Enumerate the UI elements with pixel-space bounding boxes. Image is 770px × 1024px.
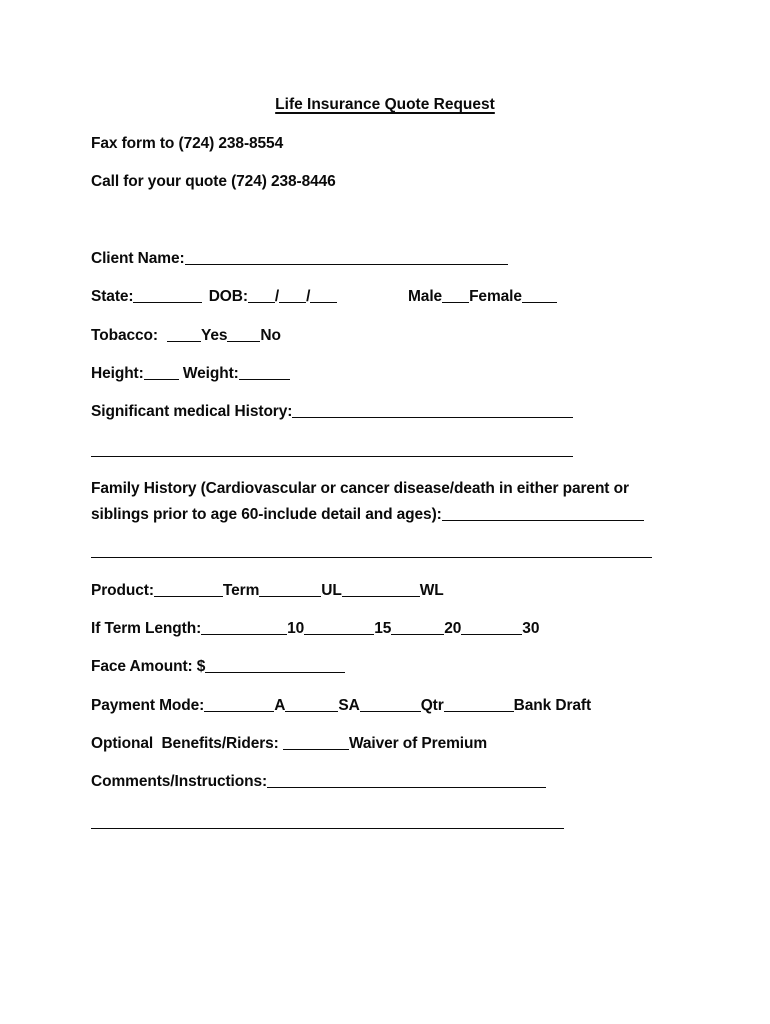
optional-benefits-label: Optional Benefits/Riders: [91, 735, 283, 752]
comments-row [91, 772, 546, 792]
product-label: Product: [91, 582, 154, 599]
payment-qtr-label: Qtr [420, 697, 444, 714]
female-label: Female [469, 288, 522, 305]
payment-sa-field[interactable] [285, 697, 338, 712]
term-30-field[interactable] [461, 620, 522, 635]
state-field[interactable] [133, 288, 202, 303]
comments-label: Comments/Instructions: [91, 773, 268, 790]
gender-row [408, 287, 557, 307]
payment-mode-row [91, 696, 591, 716]
comments-field[interactable] [267, 773, 546, 788]
tobacco-no-label: No [260, 327, 281, 344]
client-name-field[interactable] [185, 250, 508, 265]
term-10-field[interactable] [201, 620, 287, 635]
payment-a-label: A [274, 697, 286, 714]
optional-benefits-row [91, 734, 487, 754]
fax-line: Fax form to (724) 238-8554 [91, 135, 284, 152]
waiver-label: Waiver of Premium [348, 735, 488, 752]
product-term-label: Term [222, 582, 260, 599]
client-name-label: Client Name: [91, 250, 185, 267]
product-ul-label: UL [321, 582, 342, 599]
form-title: Life Insurance Quote Request [275, 96, 495, 113]
family-history-row [91, 505, 644, 525]
weight-label: Weight: [182, 365, 239, 382]
medical-history-extra-line[interactable] [91, 456, 573, 457]
payment-sa-label: SA [338, 697, 360, 714]
term-length-label: If Term Length: [91, 620, 202, 637]
face-amount-label: Face Amount: $ [91, 658, 206, 675]
product-ul-field[interactable] [259, 582, 321, 597]
term-15-field[interactable] [304, 620, 374, 635]
dob-separator-2: / [306, 288, 311, 305]
dob-day-field[interactable] [279, 288, 306, 303]
face-amount-field[interactable] [205, 658, 345, 673]
medical-history-row [91, 402, 573, 422]
dob-separator-1: / [274, 288, 280, 305]
call-line: Call for your quote (724) 238-8446 [91, 173, 336, 190]
product-row [91, 581, 444, 601]
tobacco-row [91, 326, 281, 346]
client-name-row [91, 249, 508, 269]
face-amount-row [91, 657, 345, 677]
product-wl-label: WL [419, 582, 444, 599]
product-term-field[interactable] [154, 582, 223, 597]
payment-bank-draft-label: Bank Draft [513, 697, 592, 714]
medical-history-label: Significant medical History: [91, 403, 293, 420]
medical-history-field[interactable] [292, 403, 573, 418]
payment-qtr-field[interactable] [360, 697, 421, 712]
dob-year-field[interactable] [310, 288, 337, 303]
dob-label: DOB: [208, 288, 248, 305]
comments-extra-line[interactable] [91, 828, 564, 829]
male-field[interactable] [442, 288, 469, 303]
term-20-label: 20 [444, 620, 462, 637]
term-20-field[interactable] [391, 620, 444, 635]
weight-field[interactable] [239, 365, 290, 380]
product-wl-field[interactable] [342, 582, 420, 597]
tobacco-yes-label: Yes [200, 327, 228, 344]
family-history-line-1: Family History (Cardiovascular or cancer disease/death in either parent or [91, 480, 629, 497]
term-length-row [91, 619, 539, 639]
state-label: State: [91, 288, 134, 305]
height-weight-row [91, 364, 290, 384]
family-history-label: siblings prior to age 60-include detail and ages): [91, 506, 442, 523]
waiver-field[interactable] [283, 735, 349, 750]
term-15-label: 15 [374, 620, 392, 637]
term-10-label: 10 [287, 620, 305, 637]
family-history-field[interactable] [442, 506, 644, 521]
payment-a-field[interactable] [204, 697, 274, 712]
term-30-label: 30 [522, 620, 540, 637]
tobacco-yes-field[interactable] [167, 327, 201, 342]
female-field[interactable] [522, 288, 557, 303]
tobacco-label: Tobacco: [91, 327, 158, 344]
height-label: Height: [91, 365, 144, 382]
height-field[interactable] [144, 365, 179, 380]
payment-mode-label: Payment Mode: [91, 697, 205, 714]
family-history-extra-line[interactable] [91, 557, 652, 558]
state-dob-row [91, 287, 337, 307]
male-label: Male [408, 288, 443, 305]
payment-bank-draft-field[interactable] [444, 697, 514, 712]
tobacco-no-field[interactable] [227, 327, 260, 342]
dob-month-field[interactable] [248, 288, 275, 303]
